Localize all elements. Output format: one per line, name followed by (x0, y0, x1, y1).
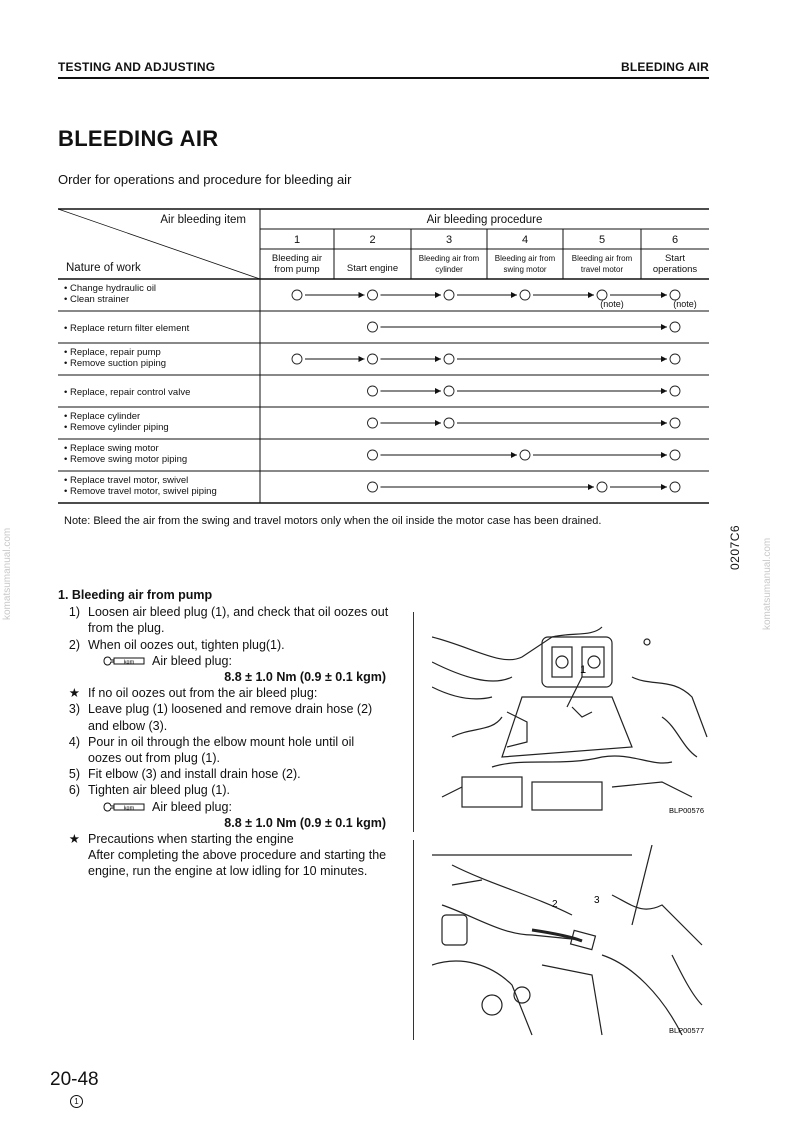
watermark-left: komatsumanual.com (2, 527, 13, 620)
torque-label: Air bleed plug: (152, 799, 232, 814)
torque-wrench-icon (102, 654, 146, 668)
figure-pump-plug (432, 617, 710, 817)
step-6 (58, 782, 390, 798)
row-work-label: • Change hydraulic oil (64, 283, 157, 294)
section-title: 1. Bleeding air from pump (58, 588, 213, 602)
column-label: Start engine (346, 263, 399, 274)
step-number: 2) (68, 637, 80, 652)
column-label: Start (664, 253, 686, 264)
table-note: Note: Bleed the air from the swing and travel motors only when the oil inside the motor case has been drained. (64, 515, 602, 527)
bleed-step-mark (444, 290, 454, 300)
torque-value: 8.8 ± 1.0 Nm (0.9 ± 0.1 kgm) (224, 815, 386, 830)
page-revision-mark: 1 (70, 1095, 83, 1108)
figure-drain-hose (432, 845, 710, 1037)
bleed-step-mark (520, 290, 530, 300)
torque-label: Air bleed plug: (152, 653, 232, 668)
bleed-step-mark (368, 482, 378, 492)
bleed-step-mark (670, 418, 680, 428)
bleed-step-mark (670, 482, 680, 492)
flow-arrow (588, 484, 594, 490)
figure-callout-3: 3 (594, 895, 600, 906)
step-number: 1) (68, 605, 80, 620)
bleed-step-mark (670, 354, 680, 364)
row-work-label: • Remove swing motor piping (64, 454, 188, 465)
column-number: 1 (293, 234, 301, 246)
step-number: 6) (68, 783, 80, 798)
bleed-step-mark (670, 386, 680, 396)
bleed-step-mark (444, 418, 454, 428)
step-text: Leave plug (1) loosened and remove drain hose (2) and elbow (3). (88, 702, 373, 733)
step-2 (58, 637, 390, 653)
step-5 (58, 766, 390, 782)
row-work-label: • Remove travel motor, swivel piping (64, 486, 217, 497)
flow-arrow (359, 292, 365, 298)
page-title: BLEEDING AIR (58, 126, 219, 151)
bleed-step-mark (444, 354, 454, 364)
step-text: Loosen air bleed plug (1), and check that oil oozes out from the plug. (88, 605, 389, 636)
bleed-step-mark (292, 354, 302, 364)
column-label: from pump (274, 264, 320, 275)
header-rule (58, 77, 709, 79)
flow-arrow (661, 324, 667, 330)
column-label: Bleeding air from (494, 254, 556, 263)
flow-arrow (588, 292, 594, 298)
step-number: 3) (68, 702, 80, 717)
star-icon: ★ (68, 686, 80, 701)
column-label: travel motor (580, 265, 624, 274)
column-label: operations (652, 264, 698, 275)
flow-arrow (661, 388, 667, 394)
step-3 (58, 701, 390, 733)
table-item-header: Air bleeding item (160, 214, 246, 226)
side-code: 0207C6 (728, 524, 742, 570)
drain-hose-illustration (432, 845, 710, 1037)
row-work-label: • Clean strainer (64, 294, 130, 305)
bleed-step-mark (670, 450, 680, 460)
star-icon: ★ (68, 832, 80, 847)
star-note-1 (58, 685, 390, 701)
row-work-label: • Replace, repair control valve (64, 387, 191, 398)
table-nature-header: Nature of work (66, 262, 141, 274)
star-note-text: Precautions when starting the engine (88, 832, 294, 847)
step-1 (58, 604, 390, 636)
column-number: 4 (521, 234, 529, 246)
intro-text: Order for operations and procedure for bleeding air (58, 172, 352, 187)
bleed-step-mark (368, 290, 378, 300)
step-text: Pour in oil through the elbow mount hole until oil oozes out from plug (1). (88, 734, 355, 766)
flow-arrow (661, 420, 667, 426)
flow-arrow (661, 292, 667, 298)
bleed-step-mark (368, 418, 378, 428)
row-work-label: • Replace travel motor, swivel (64, 475, 189, 486)
air-bleeding-table (58, 205, 710, 510)
row-work-label: • Replace swing motor (64, 443, 159, 454)
note-mark: (note) (673, 299, 697, 309)
column-number: 5 (598, 234, 606, 246)
flow-arrow (661, 356, 667, 362)
row-work-label: • Replace cylinder (64, 411, 141, 422)
bleed-step-mark (670, 322, 680, 332)
bleed-step-mark (444, 386, 454, 396)
row-work-label: • Replace, repair pump (64, 347, 161, 358)
flow-arrow (511, 452, 517, 458)
torque-wrench-icon (102, 800, 146, 814)
bleed-step-mark (368, 322, 378, 332)
pump-illustration (432, 617, 710, 817)
bleed-step-mark (520, 450, 530, 460)
page-number: 20-48 (50, 1069, 99, 1090)
step-4 (58, 734, 390, 766)
wrench-text: kgm (123, 659, 135, 666)
bleed-step-mark (597, 482, 607, 492)
flow-arrow (435, 388, 441, 394)
torque-spec-2 (58, 799, 390, 815)
note-mark: (note) (600, 299, 624, 309)
figure-callout-1: 1 (580, 664, 587, 676)
procedure-section (58, 587, 390, 880)
figure-callout-2: 2 (552, 899, 558, 910)
torque-spec (58, 653, 390, 669)
star-note-2 (58, 831, 390, 847)
row-work-label: • Remove suction piping (64, 358, 167, 369)
bleed-step-mark (292, 290, 302, 300)
flow-arrow (435, 420, 441, 426)
torque-value: 8.8 ± 1.0 Nm (0.9 ± 0.1 kgm) (224, 670, 386, 685)
flow-arrow (359, 356, 365, 362)
row-work-label: • Remove cylinder piping (64, 422, 169, 433)
step-text: Tighten air bleed plug (1). (88, 783, 230, 798)
column-number: 3 (445, 234, 453, 246)
step-text: When oil oozes out, tighten plug(1). (88, 637, 285, 652)
flow-arrow (511, 292, 517, 298)
bleed-step-mark (368, 450, 378, 460)
star-note-detail: After completing the above procedure and starting the engine, run the engine at low idling for 10 minutes. (88, 848, 387, 879)
flow-arrow (435, 356, 441, 362)
table-procedure-header: Air bleeding procedure (426, 214, 543, 226)
row-work-label: • Replace return filter element (64, 323, 190, 334)
column-label: cylinder (435, 265, 463, 274)
header-topic: BLEEDING AIR (621, 60, 709, 74)
watermark-right: komatsumanual.com (762, 537, 773, 630)
column-number: 2 (369, 234, 376, 246)
step-number: 4) (68, 734, 80, 749)
star-note-2-detail (58, 847, 390, 879)
flow-arrow (661, 484, 667, 490)
figure-frame-line (413, 612, 414, 832)
flow-arrow (435, 292, 441, 298)
column-number: 6 (671, 234, 679, 246)
star-note-text: If no oil oozes out from the air bleed plug: (88, 686, 318, 701)
flow-arrow (661, 452, 667, 458)
step-number: 5) (68, 767, 80, 782)
column-label: Bleeding air from (571, 254, 633, 263)
column-label: Bleeding air from (418, 254, 480, 263)
figure-tag-2: BLP00577 (668, 1026, 704, 1035)
figure-frame-line-2 (413, 840, 414, 1040)
column-label: swing motor (503, 265, 547, 274)
bleed-step-mark (368, 354, 378, 364)
figure-tag-1: BLP00576 (668, 806, 704, 815)
column-label: Bleeding air (271, 253, 323, 264)
wrench-text: kgm (123, 805, 135, 812)
bleed-step-mark (368, 386, 378, 396)
step-text: Fit elbow (3) and install drain hose (2). (88, 767, 301, 782)
header-section-title: TESTING AND ADJUSTING (58, 60, 216, 74)
